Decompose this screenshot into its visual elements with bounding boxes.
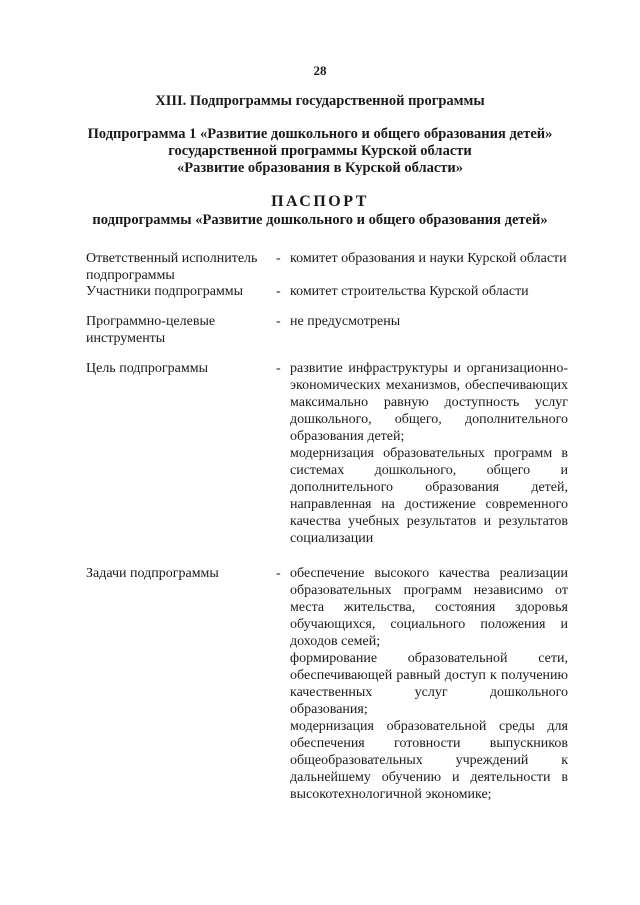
row-value: [290, 360, 568, 547]
row-value: [290, 565, 568, 803]
row-value: [290, 313, 568, 330]
value-paragraph: комитет строительства Курской области: [290, 284, 529, 299]
section-title: XIII. Подпрограммы государственной программы: [155, 93, 485, 109]
value-paragraph: развитие инфраструктуры и организационно-экономических механизмов, обеспечивающих максимально равную доступность услуг дошкольного, общего, дополнительного образования детей;: [290, 361, 568, 444]
value-paragraph: не предусмотрены: [290, 314, 401, 329]
subprogram-title-line-2: государственной программы Курской области: [168, 143, 472, 159]
row-dash: -: [276, 251, 281, 266]
row-dash: -: [276, 361, 281, 376]
value-paragraph: комитет образования и науки Курской области: [290, 251, 567, 266]
passport-title: ПАСПОРТ: [271, 193, 369, 210]
row-label: Участники подпрограммы: [86, 284, 244, 299]
value-paragraph: обеспечение высокого качества реализации образовательных программ независимо от места жительства, состояния здоровья обучающихся, социального положения и доходов семей;: [290, 566, 568, 649]
value-paragraph: формирование образовательной сети, обеспечивающей равный доступ к получению качественных услуг дошкольного образования;: [290, 651, 568, 717]
row-label: Задачи подпрограммы: [86, 566, 219, 581]
passport-row-participants: [0, 283, 640, 300]
subprogram-title-line-3: «Развитие образования в Курской области»: [176, 160, 464, 176]
row-label: Программно-целевые инструменты: [86, 314, 216, 346]
passport-row-responsible: [0, 250, 640, 283]
passport-row-tasks: [0, 565, 640, 803]
row-value: [290, 283, 568, 300]
subprogram-title-line-1: Подпрограмма 1 «Развитие дошкольного и общего образования детей»: [87, 126, 553, 142]
row-dash: -: [276, 284, 281, 299]
passport-subtitle: подпрограммы «Развитие дошкольного и общего образования детей»: [92, 212, 548, 228]
subprogram-title: [0, 126, 640, 177]
row-value: [290, 250, 568, 267]
passport-row-instruments: [0, 313, 640, 347]
value-paragraph: модернизация образовательных программ в системах дошкольного, общего и дополнительного образования детей, направленная на достижение современного качества учебных результатов и результатов социализации: [290, 446, 568, 546]
row-label: Цель подпрограммы: [86, 361, 208, 376]
row-dash: -: [276, 314, 281, 329]
row-dash: -: [276, 566, 281, 581]
passport-table: [0, 250, 640, 803]
row-label: Ответственный исполнитель подпрограммы: [86, 251, 258, 283]
passport-row-goal: [0, 360, 640, 547]
page-number: 28: [313, 63, 327, 78]
value-paragraph: модернизация образовательной среды для обеспечения готовности выпускников общеобразовательных учреждений к дальнейшему обучению и деятельности в высокотехнологичной экономике;: [290, 719, 568, 802]
